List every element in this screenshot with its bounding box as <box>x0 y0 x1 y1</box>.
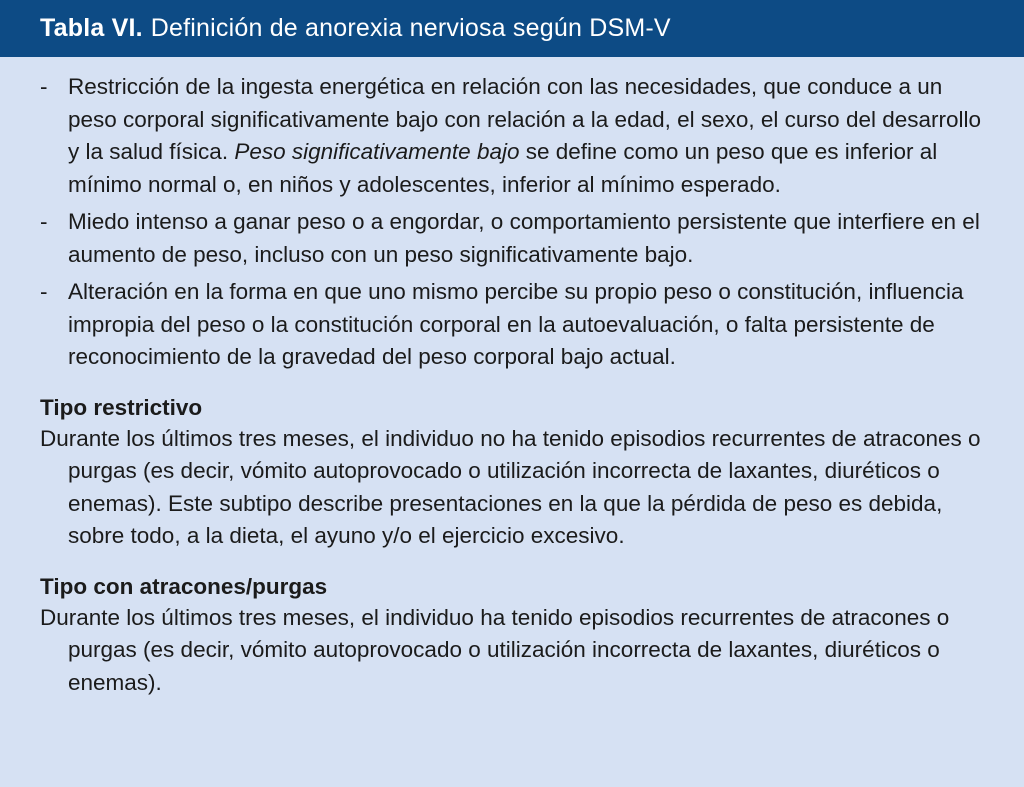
criterion-item <box>40 276 994 374</box>
criteria-list <box>40 71 994 374</box>
restrictive-section <box>40 392 994 553</box>
criterion-text: Alteración en la forma en que uno mismo percibe su propio peso o constitución, influencia impropia del peso o la constitución corporal en la autoevaluación, o falta persistente de reconocimiento de la gravedad del peso corporal bajo actual. <box>68 279 964 369</box>
binge-title: Tipo con atracones/purgas <box>40 573 328 599</box>
criterion-text: Miedo intenso a ganar peso o a engordar, o comportamiento persistente que interfiere en el aumento de peso, incluso con un peso significativamente bajo. <box>68 209 980 267</box>
dash-marker: - <box>40 74 48 99</box>
dash-marker: - <box>40 209 48 234</box>
criterion-item <box>40 206 994 271</box>
table-title: Definición de anorexia nerviosa según DSM-V <box>150 14 671 42</box>
criterion-item <box>40 71 994 201</box>
binge-text: Durante los últimos tres meses, el individuo ha tenido episodios recurrentes de atracones o purgas (es decir, vómito autoprovocado o utilización incorrecta de laxantes, diuréticos o enemas). <box>40 604 950 695</box>
restrictive-text: Durante los últimos tres meses, el individuo no ha tenido episodios recurrentes de atracones o purgas (es decir, vómito autoprovocado o utilización incorrecta de laxantes, diuréticos o enemas). Este subtipo describe presentaciones en la que la pérdida de peso es debida, sobre todo, a la dieta, el ayuno y/o el ejercicio excesivo. <box>40 425 981 548</box>
table-label: Tabla VI. <box>40 14 143 42</box>
criterion-emphasis: Peso significativamente bajo <box>234 139 520 164</box>
criterion-text: se define como un peso que es inferior al mínimo normal o, en niños y adolescentes, inferior al mínimo esperado. <box>68 139 938 197</box>
restrictive-title: Tipo restrictivo <box>40 394 203 420</box>
dash-marker: - <box>40 279 48 304</box>
table-header <box>0 0 1024 57</box>
criterion-text: Restricción de la ingesta energética en relación con las necesidades, que conduce a un peso corporal significativamente bajo con relación a la edad, el sexo, el curso del desarrollo y la salud física. <box>68 74 982 164</box>
binge-section <box>40 571 994 700</box>
table-body <box>0 57 1024 699</box>
